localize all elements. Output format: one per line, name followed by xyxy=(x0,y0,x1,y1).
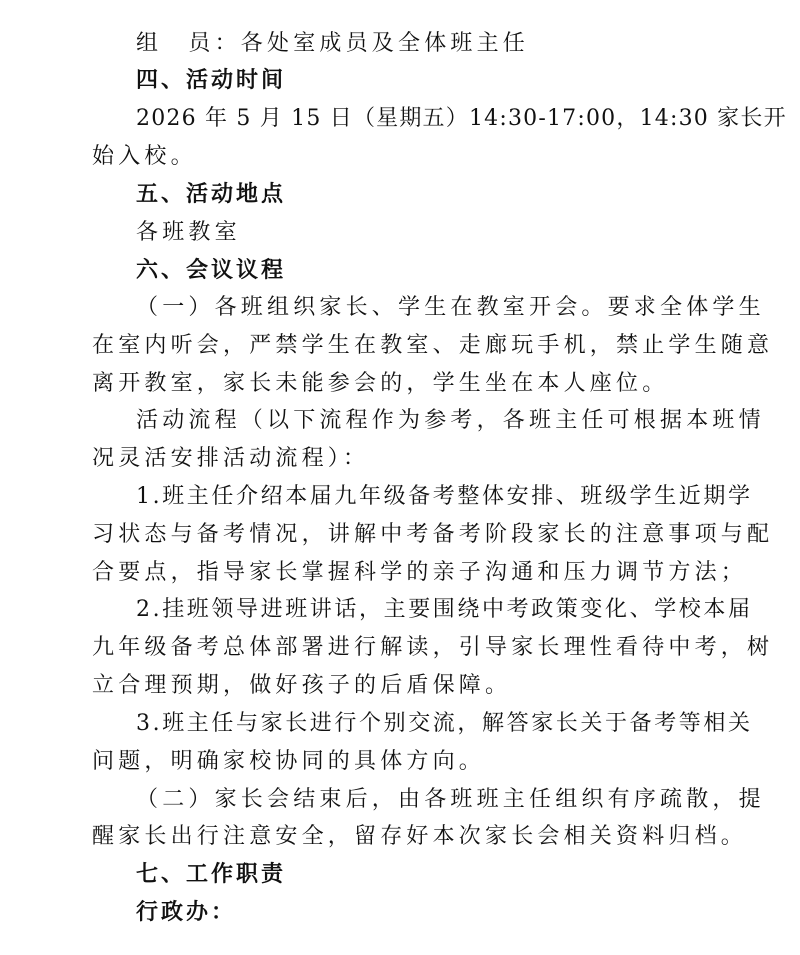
place-text: 各班教室 xyxy=(136,220,241,245)
section-5-heading: 五、活动地点 xyxy=(136,182,287,207)
time-line-1: 2026 年 5 月 15 日（星期五）14:30-17:00，14:30 家长开 xyxy=(136,106,787,131)
paragraph-2-line-2: 醒家长出行注意安全，留存好本次家长会相关资料归档。 xyxy=(92,824,748,849)
item-2-line-2: 九年级备考总体部署进行解读，引导家长理性看待中考，树 xyxy=(92,635,774,660)
flow-line-2: 况灵活安排活动流程）： xyxy=(92,446,370,471)
office-heading: 行政办： xyxy=(136,900,237,925)
paragraph-1-line-1: （一）各班组织家长、学生在教室开会。要求全体学生 xyxy=(136,295,765,320)
section-4-heading: 四、活动时间 xyxy=(136,68,287,93)
item-1-line-2: 习状态与备考情况，讲解中考备考阶段家长的注意事项与配 xyxy=(92,522,774,547)
item-2-line-3: 立合理预期，做好孩子的后盾保障。 xyxy=(92,673,512,698)
item-3-line-2: 问题，明确家校协同的具体方向。 xyxy=(92,749,486,774)
members-line: 组 员：各处室成员及全体班主任 xyxy=(136,31,530,56)
item-1-line-3: 合要点，指导家长掌握科学的亲子沟通和压力调节方法； xyxy=(92,560,748,585)
paragraph-1-line-2: 在室内听会，严禁学生在教室、走廊玩手机，禁止学生随意 xyxy=(92,333,774,358)
item-1-line-1: 1.班主任介绍本届九年级备考整体安排、班级学生近期学 xyxy=(136,484,753,509)
item-2-line-1: 2.挂班领导进班讲话，主要围绕中考政策变化、学校本届 xyxy=(136,597,753,622)
item-3-line-1: 3.班主任与家长进行个别交流，解答家长关于备考等相关 xyxy=(136,711,753,736)
time-line-2: 始入校。 xyxy=(92,144,197,169)
section-6-heading: 六、会议议程 xyxy=(136,258,287,283)
section-7-heading: 七、工作职责 xyxy=(136,862,287,887)
flow-line-1: 活动流程（以下流程作为参考，各班主任可根据本班情 xyxy=(136,408,765,433)
paragraph-1-line-3: 离开教室，家长未能参会的，学生坐在本人座位。 xyxy=(92,371,669,396)
paragraph-2-line-1: （二）家长会结束后，由各班班主任组织有序疏散，提 xyxy=(136,787,765,812)
